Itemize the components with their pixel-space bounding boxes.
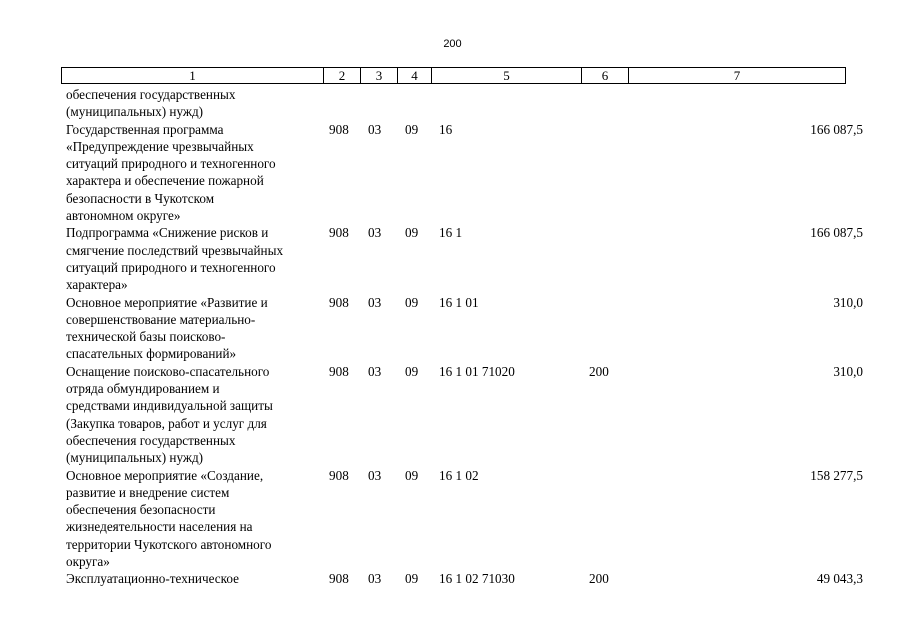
row-code-section: 03	[368, 121, 382, 137]
page-number: 200	[443, 38, 462, 50]
row-code-admin: 908	[329, 571, 349, 587]
row-name-line: (Закупка товаров, работ и услуг для	[66, 415, 267, 431]
row-amount: 166 087,5	[810, 225, 863, 241]
row-name-line: технической базы поисково-	[66, 329, 226, 345]
row-code-target	[431, 86, 581, 121]
row-name-line: спасательных формирований»	[66, 346, 237, 362]
table-row	[61, 570, 869, 587]
row-code-expense	[581, 86, 628, 121]
row-name	[61, 467, 323, 571]
header-col-2: 2	[324, 68, 361, 83]
row-code-subsection: 09	[405, 121, 419, 137]
row-code-admin: 908	[329, 121, 349, 137]
row-name-line: Подпрограмма «Снижение рисков и	[66, 225, 269, 241]
row-code-section: 03	[368, 467, 382, 483]
row-code-subsection: 09	[405, 363, 419, 379]
table-row	[61, 363, 869, 467]
row-name-line: Основное мероприятие «Создание,	[66, 467, 264, 483]
row-name-line: округа»	[66, 554, 110, 570]
row-name-line: Основное мероприятие «Развитие и	[66, 294, 268, 310]
row-code-section	[360, 86, 397, 121]
row-name	[61, 363, 323, 467]
row-name-line: ситуаций природного и техногенного	[66, 156, 276, 172]
row-name-line: обеспечения государственных	[66, 87, 236, 102]
row-name-line: (муниципальных) нужд)	[66, 104, 204, 120]
row-name-line: отряда обмундированием и	[66, 381, 220, 397]
row-code-admin: 908	[329, 363, 349, 379]
table-row	[61, 467, 869, 571]
row-name-line: смягчение последствий чрезвычайных	[66, 242, 284, 258]
row-amount: 49 043,3	[816, 571, 863, 587]
row-code-admin: 908	[329, 294, 349, 310]
row-code-target: 16 1 01	[439, 294, 479, 310]
row-code-expense: 200	[589, 363, 609, 379]
row-code-subsection: 09	[405, 294, 419, 310]
row-code-expense: 200	[589, 571, 609, 587]
header-col-3: 3	[361, 68, 398, 83]
row-code-target: 16 1 02	[439, 467, 479, 483]
row-code-subsection: 09	[405, 467, 419, 483]
row-name-line: средствами индивидуальной защиты	[66, 398, 273, 414]
row-code-target: 16 1	[439, 225, 463, 241]
row-name-line: Оснащение поисково-спасательного	[66, 363, 270, 379]
row-name-line: обеспечения безопасности	[66, 502, 216, 518]
row-code-target: 16 1 02 71030	[439, 571, 515, 587]
row-name	[61, 570, 323, 587]
row-name	[61, 121, 323, 225]
row-name-line: ситуаций природного и техногенного	[66, 259, 276, 275]
row-amount	[628, 86, 869, 121]
row-code-target: 16	[439, 121, 453, 137]
row-name-line: автономном округе»	[66, 208, 181, 224]
row-code-expense	[581, 294, 628, 363]
row-name-line: Эксплуатационно-техническое	[66, 571, 239, 587]
row-name-line: развитие и внедрение систем	[66, 484, 230, 500]
row-name-line: характера и обеспечение пожарной	[66, 173, 264, 189]
header-col-7: 7	[733, 68, 741, 83]
row-code-section: 03	[368, 571, 382, 587]
row-name-line: обеспечения государственных	[66, 432, 236, 448]
row-name-line: безопасности в Чукотском	[66, 190, 215, 206]
table-row	[61, 86, 869, 121]
row-name	[61, 224, 323, 293]
row-name-line: жизнедеятельности населения на	[66, 519, 253, 535]
row-name	[61, 86, 323, 121]
row-code-subsection: 09	[405, 571, 419, 587]
row-name-line: (муниципальных) нужд)	[66, 450, 204, 466]
row-amount: 158 277,5	[810, 467, 863, 483]
header-col-5: 5	[432, 68, 582, 83]
table-body	[61, 86, 869, 588]
row-code-admin: 908	[329, 225, 349, 241]
row-name-line: Государственная программа	[66, 121, 224, 137]
table-header	[61, 67, 846, 84]
row-name-line: «Предупреждение чрезвычайных	[66, 138, 254, 154]
table-row	[61, 121, 869, 225]
row-amount: 310,0	[833, 294, 863, 310]
row-code-subsection	[397, 86, 431, 121]
row-amount: 166 087,5	[810, 121, 863, 137]
row-code-section: 03	[368, 294, 382, 310]
row-code-section: 03	[368, 363, 382, 379]
row-code-target: 16 1 01 71020	[439, 363, 515, 379]
header-col-4: 4	[398, 68, 432, 83]
row-code-subsection: 09	[405, 225, 419, 241]
row-amount: 310,0	[833, 363, 863, 379]
row-code-admin: 908	[329, 467, 349, 483]
row-code-expense	[581, 121, 628, 225]
row-code-expense	[581, 467, 628, 571]
row-code-admin	[323, 86, 360, 121]
table-row	[61, 224, 869, 293]
row-name-line: характера»	[66, 277, 128, 293]
row-name-line: совершенствование материально-	[66, 311, 256, 327]
table-row	[61, 294, 869, 363]
row-code-section: 03	[368, 225, 382, 241]
row-name-line: территории Чукотского автономного	[66, 536, 272, 552]
header-col-6: 6	[582, 68, 629, 83]
header-col-1: 1	[62, 68, 324, 83]
row-name	[61, 294, 323, 363]
row-code-expense	[581, 224, 628, 293]
